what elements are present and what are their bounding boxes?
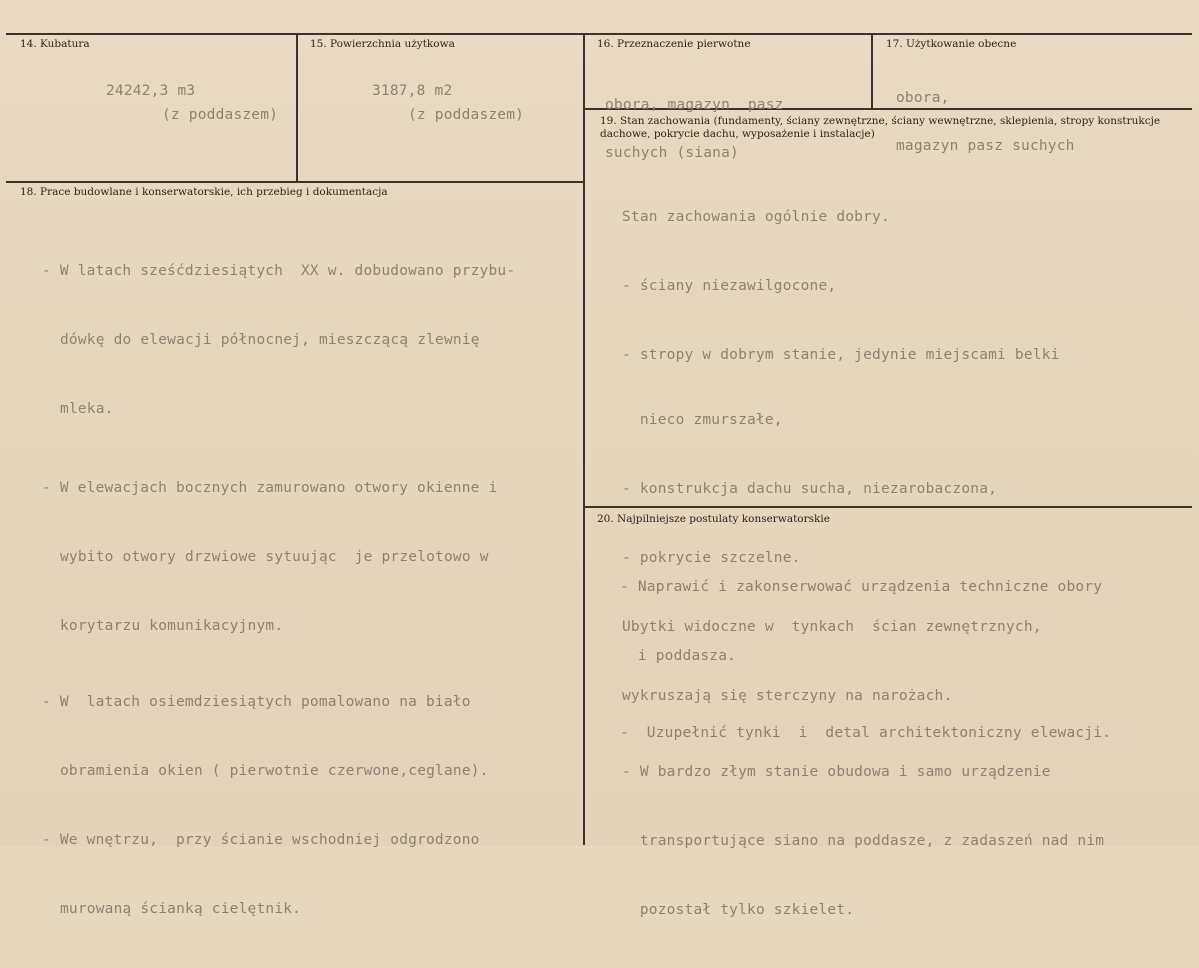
field-19-line: - W bardzo złym stanie obudowa i samo urządzenie	[622, 764, 1051, 780]
field-14-note: (z poddaszem)	[162, 107, 279, 123]
field-18-line: - W latach sześćdziesiątych XX w. dobudowano przybu-	[42, 263, 516, 279]
field-17-label: 17. Użytkowanie obecne	[886, 38, 1017, 50]
field-18-line: - We wnętrzu, przy ścianie wschodniej odgrodzono	[42, 832, 480, 848]
field-19-line: wykruszają się sterczyny na narożach.	[622, 688, 953, 704]
field-18-line: murowaną ścianką cielętnik.	[60, 901, 302, 917]
field-18-text	[42, 214, 515, 967]
field-16-line: suchych (siana)	[605, 145, 739, 161]
field-19-line: transportujące siano na poddasze, z zadaszeń nad nim	[622, 833, 1105, 849]
field-19-line: Stan zachowania ogólnie dobry.	[622, 209, 890, 225]
field-15-note: (z poddaszem)	[408, 107, 525, 123]
field-18-line: mleka.	[60, 401, 114, 417]
divider-16-17	[871, 33, 873, 109]
field-15-label: 15. Powierzchnia użytkowa	[310, 38, 455, 50]
field-20-label: 20. Najpilniejsze postulaty konserwatorskie	[597, 513, 830, 525]
field-20-line: - Naprawić i zakonserwować urządzenia techniczne obory	[620, 579, 1103, 595]
field-18-line: wybito otwory drzwiowe sytuując je przelotowo w	[60, 549, 489, 565]
field-19-line: - konstrukcja dachu sucha, niezarobaczona,	[622, 481, 998, 497]
divider-left-right	[583, 33, 585, 845]
field-18-line: - W latach osiemdziesiątych pomalowano na biało	[42, 694, 471, 710]
field-19-line: nieco zmurszałe,	[622, 412, 783, 428]
field-19-line: Ubytki widoczne w tynkach ścian zewnętrznych,	[622, 619, 1042, 635]
divider-14-15	[296, 33, 298, 181]
field-20-line: i poddasza.	[620, 648, 737, 664]
field-19-line: - ściany niezawilgocone,	[622, 278, 837, 294]
field-14-value: 24242,3 m3	[106, 83, 196, 99]
top-border	[6, 33, 1192, 35]
field-16-line: obora, magazyn pasz	[605, 97, 784, 113]
field-19-label: 19. Stan zachowania (fundamenty, ściany zewnętrzne, ściany wewnętrzne, sklepienia, stropy konstrukcje dachowe, pokrycie dachu, wyposażenie i instalacje)	[600, 115, 1161, 140]
field-20-text	[620, 530, 1111, 791]
field-17-line: obora,	[896, 90, 950, 106]
field-18-label: 18. Prace budowlane i konserwatorskie, ich przebieg i dokumentacja	[20, 186, 388, 198]
field-18-line: - W elewacjach bocznych zamurowano otwory okienne i	[42, 480, 498, 496]
field-18-line: dówkę do elewacji północnej, mieszczącą zlewnię	[60, 332, 480, 348]
divider-row-14-18	[6, 181, 585, 183]
field-20-line: - Uzupełnić tynki i detal architektoniczny elewacji.	[620, 725, 1112, 741]
field-19-line: pozostał tylko szkielet.	[622, 902, 855, 918]
field-18-line: korytarzu komunikacyjnym.	[60, 618, 284, 634]
field-14-label: 14. Kubatura	[20, 38, 90, 50]
field-15-value: 3187,8 m2	[372, 83, 453, 99]
field-17-line: magazyn pasz suchych	[896, 138, 1075, 154]
field-18-line: obramienia okien ( pierwotnie czerwone,ceglane).	[60, 763, 489, 779]
field-19-line: - pokrycie szczelne.	[622, 550, 801, 566]
field-16-label: 16. Przeznaczenie pierwotne	[597, 38, 751, 50]
field-19-line: - stropy w dobrym stanie, jedynie miejscami belki	[622, 347, 1060, 363]
